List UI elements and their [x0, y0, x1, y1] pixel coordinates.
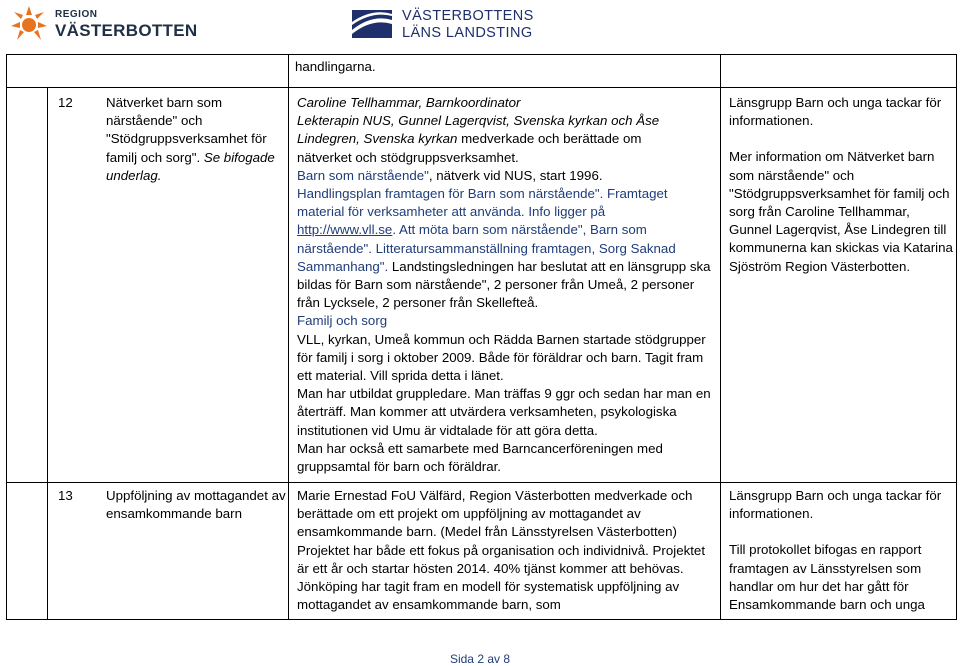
desc-part: . Att möta barn som närstående", Barn som närstående". Litteratursammanställning framtagen, Sorg Saknad Sammanhang". [297, 222, 676, 274]
table-border-top [6, 54, 957, 55]
logo-line-1: REGION [55, 9, 98, 20]
table-border-bottom [6, 619, 957, 620]
table-col-divider [47, 88, 48, 620]
page-header [0, 0, 960, 48]
action-text: Länsgrupp Barn och unga tackar för informationen. [729, 95, 942, 129]
footer-total: 8 [503, 652, 511, 666]
row-action [729, 487, 953, 614]
topic-note: Se bifogade underlag. [106, 149, 275, 183]
desc-line: Caroline Tellhammar, Barnkoordinator [297, 95, 521, 110]
footer-sep: av [487, 652, 501, 666]
row-topic [106, 94, 286, 185]
desc-line: Man har också ett samarbete med Barncancerföreningen med gruppsamtal för barn och föräldrar. [297, 440, 663, 475]
topic-text: Nätverket barn som närstående" och "Stödgruppsverksamhet för familj och sorg". [106, 95, 267, 165]
desc-part: Landstingsledningen har beslutat att en länsgrupp ska bildas för Barn som närstående", 2 personer från Umeå, 2 personer från Lycksele, 2 personer från Skellefteå. [297, 258, 711, 311]
page-footer [0, 652, 960, 666]
desc-line: nätverket och stödgruppsverksamhet. [297, 149, 519, 165]
sun-logo-icon [9, 4, 49, 44]
table-border-left [6, 54, 7, 620]
action-text: Till protokollet bifogas en rapport framtagen av Länsstyrelsen som handlar om hur det har gått för Ensamkommande barn och unga [729, 542, 925, 613]
desc-part: , nätverk vid NUS, start 1996. [428, 167, 603, 183]
table-col-divider [288, 54, 289, 620]
vll-logo [352, 8, 592, 44]
desc-part: Barn som närstående" [297, 167, 429, 183]
desc-heading: Familj och sorg [297, 313, 388, 329]
desc-line: Marie Ernestad FoU Välfärd, Region Västerbotten medverkade och berättade om ett projekt om uppföljning av mottagandet av ensamkommande barn. (Medel från Länsstyrelsen Västerbotten) Projektet har både ett fokus på organisation och individnivå. Projektet är ett år och startar hösten 2014. 40% tjänst kommer att behövas. Jönköping har tagit fram en modell för systematisk uppföljning av mottagandet av ensamkommande barn, som [297, 488, 706, 613]
row-description [297, 94, 717, 476]
row-action [729, 94, 953, 276]
vll-logo-line-2: LÄNS LANDSTING [402, 25, 533, 41]
desc-part: medverkade och berättade om [457, 131, 642, 147]
row-number: 13 [58, 488, 73, 503]
vll-mark-icon [352, 10, 392, 38]
desc-line: Man har utbildat gruppledare. Man träffas 9 ggr och sedan har man en återträff. Man kommer att utvärdera verksamheten, psykologiska institutionen vid Umu är vidtalade för att göra detta. [297, 386, 711, 438]
desc-line: Lekterapin NUS, Gunnel Lagerqvist, Svenska kyrkan och Åse [297, 113, 660, 129]
desc-line [297, 221, 717, 312]
table-row-divider [6, 87, 957, 88]
vll-logo-line-1: VÄSTERBOTTENS [402, 8, 534, 24]
minutes-table [6, 54, 957, 620]
desc-line [297, 130, 717, 148]
desc-line [297, 167, 717, 185]
action-text: Länsgrupp Barn och unga tackar för informationen. [729, 488, 942, 522]
desc-line: Handlingsplan framtagen för Barn som närstående". Framtaget material för verksamheter att använda. Info ligger på [297, 186, 668, 220]
footer-page: 2 [477, 652, 484, 666]
logo-line-2: VÄSTERBOTTEN [55, 21, 198, 40]
desc-part: Lindegren, Svenska kyrkan [297, 131, 458, 147]
action-text: Mer information om Nätverket barn som närstående" och "Stödgruppsverksamhet för familj och sorg från Caroline Tellhammar, Gunnel Lagerqvist, Åse Lindegren till kommunerna kan skickas via Katarina Sjöström Region Västerbotten. [729, 149, 953, 274]
table-border-right [956, 54, 957, 620]
continued-text: handlingarna. [295, 59, 376, 74]
row-description [297, 487, 717, 614]
desc-line: VLL, kyrkan, Umeå kommun och Rädda Barnen startade stödgrupper för familj i sorg i oktober 2009. Både för föräldrar och barn. Tagit fram ett material. Vill sprida detta i länet. [297, 331, 706, 384]
vll-link[interactable]: http://www.vll.se [297, 222, 393, 238]
row-number: 12 [58, 95, 73, 110]
table-col-divider [720, 54, 721, 620]
table-row-divider [6, 482, 957, 483]
row-topic: Uppföljning av mottagandet av ensamkommande barn [106, 488, 286, 522]
region-vasterbotten-logo [9, 4, 209, 42]
footer-prefix: Sida [449, 652, 474, 666]
